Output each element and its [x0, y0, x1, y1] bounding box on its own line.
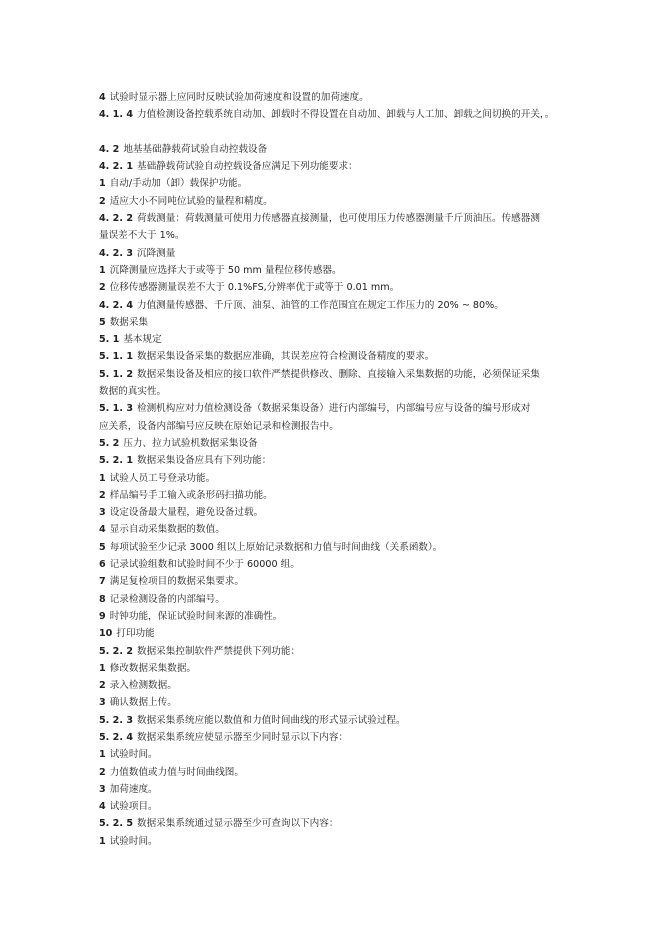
text-line	[99, 348, 579, 365]
clause-text: 设定设备最大量程，避免设备过载。	[109, 507, 264, 519]
text-line	[99, 175, 579, 192]
clause-number: 4	[99, 92, 106, 103]
clause-text: 力值检测设备控载系统自动加、卸载时不得设置在自动加、卸载与人工加、卸载之间切换的开关，。	[137, 109, 555, 121]
text-line	[99, 89, 579, 106]
clause-text: 地基基础静载荷试验自动控载设备	[123, 143, 268, 155]
clause-text: 数据采集控制软件严禁提供下列功能：	[137, 645, 301, 657]
clause-number: 5. 2. 2	[99, 645, 133, 657]
blank-line	[99, 124, 579, 141]
clause-text: 试验项目。	[109, 801, 158, 813]
clause-text: 检测机构应对力值检测设备（数据采集设备）进行内部编号，内部编号应与设备的编号形成对	[137, 403, 531, 415]
clause-text: 修改数据采集数据。	[109, 662, 197, 674]
clause-number: 4. 2. 3	[99, 247, 133, 259]
clause-text: 记录试验组数和试验时间不少于 60000 组。	[109, 559, 300, 571]
text-line	[99, 331, 579, 348]
clause-text: 应关系，设备内部编号应反映在原始记录和检测报告中。	[99, 420, 339, 432]
clause-number: 5	[99, 541, 106, 553]
text-line	[99, 452, 579, 469]
clause-text: 数据的真实性。	[99, 386, 167, 398]
text-line	[99, 764, 579, 781]
clause-text: 沉降测量	[137, 247, 176, 259]
clause-text: 沉降测量应选择大于或等于 50 mm 量程位移传感器。	[109, 264, 342, 276]
text-line	[99, 227, 579, 244]
clause-text: 基本规定	[123, 334, 162, 346]
clause-text: 打印功能	[116, 628, 155, 640]
clause-text: 荷载测量：荷载测量可使用力传感器直接测量，也可使用压力传感器测量千斤顶油压。传感器测	[137, 213, 540, 225]
text-line	[99, 798, 579, 815]
clause-number: 1	[99, 472, 106, 484]
clause-number: 4. 1. 4	[99, 109, 133, 121]
clause-text: 力值数值或力值与时间曲线图。	[109, 766, 244, 778]
clause-number: 1	[99, 178, 106, 190]
clause-number: 2	[99, 282, 106, 294]
text-line	[99, 210, 579, 227]
text-line	[99, 833, 579, 850]
clause-number: 1	[99, 835, 106, 847]
text-line	[99, 158, 579, 175]
clause-number: 5. 2. 5	[99, 818, 133, 830]
text-line	[99, 383, 579, 400]
clause-text: 显示自动采集数据的数值。	[109, 524, 225, 536]
text-line	[99, 573, 579, 590]
clause-text: 确认数据上传。	[109, 697, 177, 709]
clause-text: 压力、拉力试验机数据采集设备	[123, 437, 258, 449]
clause-text: 时钟功能，保证试验时间来源的准确性。	[109, 610, 283, 622]
text-line	[99, 470, 579, 487]
text-line	[99, 712, 579, 729]
clause-text: 适应大小不同吨位试验的量程和精度。	[109, 195, 273, 207]
clause-text: 试验时显示器上应同时反映试验加荷速度和设置的加荷速度。	[109, 92, 369, 103]
text-line	[99, 400, 579, 417]
clause-number: 2	[99, 766, 106, 778]
clause-number: 1	[99, 662, 106, 674]
clause-number: 5. 2	[99, 437, 120, 449]
text-line	[99, 694, 579, 711]
text-line	[99, 418, 579, 435]
clause-text: 加荷速度。	[109, 783, 158, 795]
clause-number: 5. 1. 2	[99, 368, 133, 380]
clause-number: 5. 1. 1	[99, 351, 133, 363]
clause-number: 4. 2. 4	[99, 299, 133, 311]
clause-text: 试验时间。	[109, 835, 158, 847]
clause-number: 3	[99, 697, 106, 709]
text-line	[99, 521, 579, 538]
clause-text: 数据采集	[109, 316, 149, 328]
text-line	[99, 141, 579, 158]
clause-number: 2	[99, 680, 106, 692]
clause-text: 数据采集系统应使显示器至少同时显示以下内容：	[137, 731, 349, 743]
text-line	[99, 625, 579, 642]
clause-number: 5. 2. 4	[99, 731, 133, 743]
clause-number: 4. 2. 1	[99, 161, 133, 173]
clause-text: 满足复检项目的数据采集要求。	[109, 576, 244, 588]
clause-number: 4. 2	[99, 143, 120, 155]
clause-number: 10	[99, 628, 113, 640]
text-line	[99, 746, 579, 763]
clause-number: 7	[99, 576, 106, 588]
text-line	[99, 297, 579, 314]
clause-number: 5. 1	[99, 334, 120, 346]
clause-number: 2	[99, 195, 106, 207]
clause-text: 数据采集设备及相应的接口软件严禁提供修改、删除、直接输入采集数据的功能，必须保证采集	[137, 368, 540, 380]
clause-number: 3	[99, 783, 106, 795]
text-line	[99, 193, 579, 210]
clause-number: 9	[99, 610, 106, 622]
clause-text: 数据采集系统应能以数值和力值时间曲线的形式显示试验过程。	[137, 714, 406, 726]
text-line	[99, 262, 579, 279]
clause-number: 4	[99, 801, 106, 813]
clause-text: 数据采集设备采集的数据应准确，其误差应符合检测设备精度的要求。	[137, 351, 435, 363]
clause-text: 自动/手动加（卸）载保护功能。	[109, 178, 248, 190]
clause-text: 数据采集设备应具有下列功能：	[137, 455, 272, 467]
clause-number: 1	[99, 264, 106, 276]
clause-number: 2	[99, 489, 106, 501]
text-line	[99, 660, 579, 677]
clause-text: 位移传感器测量误差不大于 0.1%FS,分辨率优于或等于 0.01 mm。	[109, 282, 400, 294]
text-line	[99, 279, 579, 296]
clause-number: 6	[99, 559, 106, 571]
text-line	[99, 314, 579, 331]
clause-number: 8	[99, 593, 106, 605]
clause-number: 5	[99, 316, 106, 328]
text-line	[99, 435, 579, 452]
clause-text: 样品编号手工输入或条形码扫描功能。	[109, 489, 273, 501]
clause-text: 试验时间。	[109, 749, 158, 761]
text-line	[99, 608, 579, 625]
clause-text: 基础静载荷试验自动控载设备应满足下列功能要求：	[137, 161, 358, 173]
clause-number: 5. 2. 3	[99, 714, 133, 726]
text-line	[99, 643, 579, 660]
text-line	[99, 245, 579, 262]
clause-text: 量误差不大于 1%。	[99, 230, 185, 242]
text-line	[99, 504, 579, 521]
text-line	[99, 729, 579, 746]
text-line	[99, 781, 579, 798]
clause-number: 5. 2. 1	[99, 455, 133, 467]
text-line	[99, 539, 579, 556]
document-body	[99, 89, 579, 850]
clause-number: 3	[99, 507, 106, 519]
text-line	[99, 487, 579, 504]
text-line	[99, 366, 579, 383]
text-line	[99, 591, 579, 608]
clause-text: 力值测量传感器、千斤顶、油泵、油管的工作范围宜在规定工作压力的 20% ~ 80%。	[137, 299, 504, 311]
clause-number: 1	[99, 749, 106, 761]
text-line	[99, 106, 579, 123]
clause-number: 4. 2. 2	[99, 213, 133, 225]
text-line	[99, 815, 579, 832]
clause-text: 记录检测设备的内部编号。	[109, 593, 225, 605]
clause-text: 试验人员工号登录功能。	[109, 472, 216, 484]
text-line	[99, 556, 579, 573]
clause-text: 每项试验至少记录 3000 组以上原始记录数据和力值与时间曲线（关系函数）。	[109, 541, 443, 553]
clause-number: 4	[99, 524, 106, 536]
clause-number: 5. 1. 3	[99, 403, 133, 415]
clause-text: 录入检测数据。	[109, 680, 177, 692]
text-line	[99, 677, 579, 694]
clause-text: 数据采集系统通过显示器至少可查询以下内容：	[137, 818, 339, 830]
